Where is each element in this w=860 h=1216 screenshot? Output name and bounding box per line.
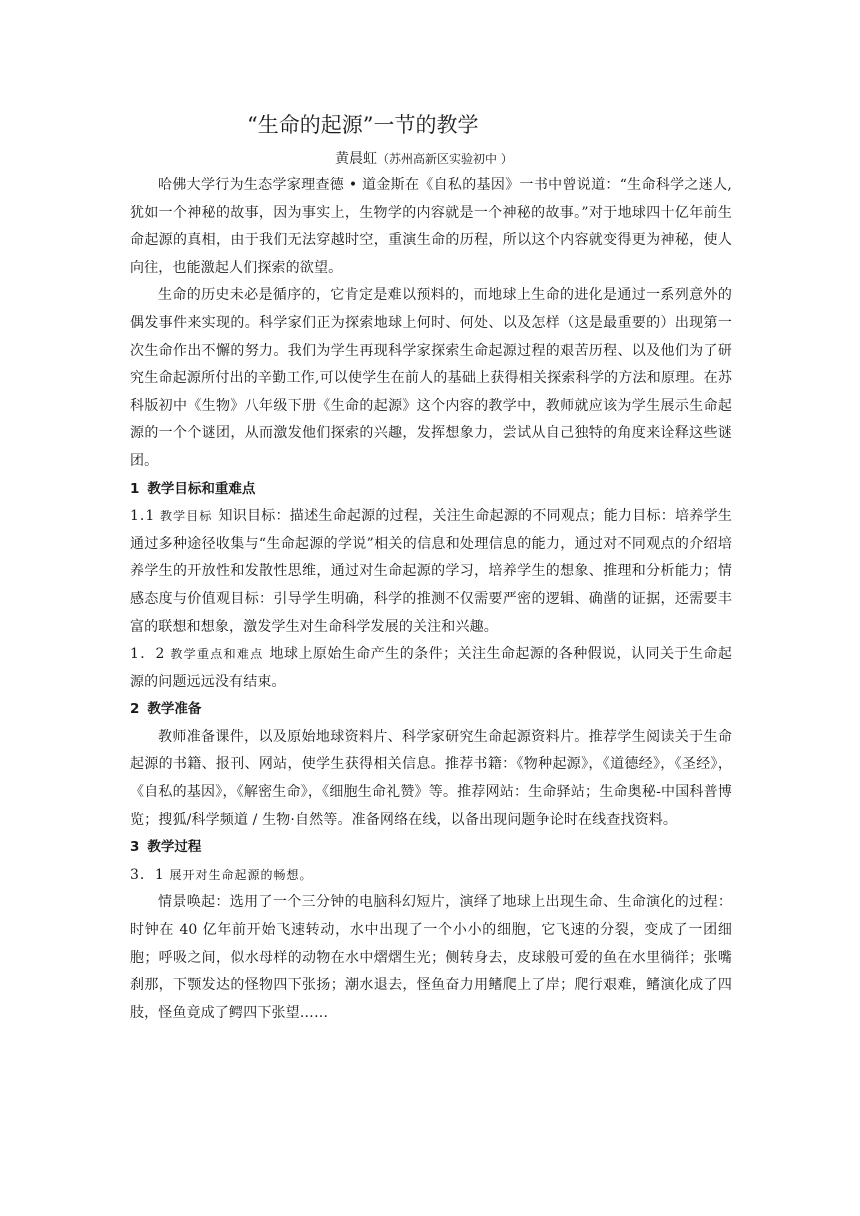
subsection-1-2	[130, 641, 732, 696]
author-affiliation: （苏州高新区实验初中 ）	[377, 152, 513, 166]
subsection-1-1-label: 教学目标	[159, 509, 213, 524]
section-1-heading	[130, 476, 732, 504]
subsection-1-1	[130, 503, 732, 641]
subsection-1-1-text: 知识目标：描述生命起源的过程，关注生命起源的不同观点；能力目标：培养学生通过多种途径收集与“生命起源的学说”相关的信息和处理信息的能力，通过对不同观点的介绍培养学生的开放性和发散性思维，通过对生命起源的学习，培养学生的想象、推理和分析能力；情感态度与价值观目标：引导学生明确，科学的推测不仅需要严密的逻辑、确凿的证据，还需要丰富的联想和想象，激发学生对生命科学发展的关注和兴趣。	[130, 508, 732, 635]
author-line	[130, 148, 732, 170]
intro-paragraph-1: 哈佛大学行为生态学家理查德 • 道金斯在《自私的基因》一书中曾说道：“生命科学之迷人,犹如一个神秘的故事，因为事实上，生物学的内容就是一个神秘的故事。”对于地球四十亿年前生命起源的真相，由于我们无法穿越时空，重演生命的历程，所以这个内容就变得更为神秘，使人向往，也能激起人们探索的欲望。	[130, 177, 732, 276]
section-2-paragraph: 教师准备课件，以及原始地球资料片、科学家研究生命起源资料片。推荐学生阅读关于生命起源的书籍、报刊、网站，使学生获得相关信息。推荐书籍：《物种起源》，《道德经》，《圣经》，《自私的基因》，《解密生命》，《细胞生命礼赞》等。推荐网站：生命驿站；生命奥秘-中国科普博览；搜狐/科学频道 / 生物·自然等。准备网络在线，以备出现问题争论时在线查找资料。	[130, 728, 732, 828]
section-3-heading	[130, 834, 732, 862]
subsection-1-2-text: 地球上原始生命产生的条件；关注生命起源的各种假说，认同关于生命起源的问题远远没有结束。	[130, 646, 732, 690]
author-name: 黄晨虹	[335, 151, 377, 167]
subsection-1-1-number: 1.1	[130, 508, 156, 525]
section-2-heading	[130, 696, 732, 724]
subsection-1-2-number: 1．2	[130, 646, 166, 663]
subsection-3-1-number: 3．1	[130, 866, 165, 883]
section-3-number: 3	[130, 839, 140, 856]
section-2-number: 2	[130, 701, 140, 718]
intro-paragraph-2: 生命的历史未必是循序的，它肯定是难以预料的，而地球上生命的进化是通过一系列意外的偶发事件来实现的。科学家们正为探索地球上何时、何处、以及怎样（这是最重要的）出现第一次生命作出不懈的努力。我们为学生再现科学家探索生命起源过程的艰苦历程、以及他们为了研究生命起源所付出的辛勤工作,可以使学生在前人的基础上获得相关探索科学的方法和原理。在苏科版初中《生物》八年级下册《生命的起源》这个内容的教学中，教师就应该为学生展示生命起源的一个个谜团，从而激发他们探索的兴趣，发挥想象力，尝试从自己独特的角度来诠释这些谜团。	[130, 287, 732, 469]
subsection-1-2-label: 教学重点和难点	[170, 647, 264, 662]
section-3-paragraph: 情景唤起：选用了一个三分钟的电脑科幻短片，演绎了地球上出现生命、生命演化的过程：时钟在 40 亿年前开始飞速转动，水中出现了一个小小的细胞，它飞速的分裂，变成了一团细胞；呼吸之间，似水母样的动物在水中熠熠生光；侧转身去，皮球般可爱的鱼在水里徜徉；张嘴刹那，下颚发达的怪物四下张扬；潮水退去，怪鱼奋力用鳍爬上了岸；爬行艰难，鳍演化成了四肢，怪鱼竟成了鳄四下张望……	[130, 894, 732, 1021]
section-1-number: 1	[130, 480, 140, 497]
subsection-3-1	[130, 862, 732, 890]
document-title: “生命的起源”一节的教学	[247, 113, 479, 137]
section-2-title: 教学准备	[147, 701, 202, 718]
section-1-title: 教学目标和重难点	[147, 480, 256, 497]
section-3-title: 教学过程	[147, 839, 202, 856]
document-page	[130, 108, 732, 1027]
subsection-3-1-label: 展开对生命起源的畅想。	[169, 867, 313, 882]
